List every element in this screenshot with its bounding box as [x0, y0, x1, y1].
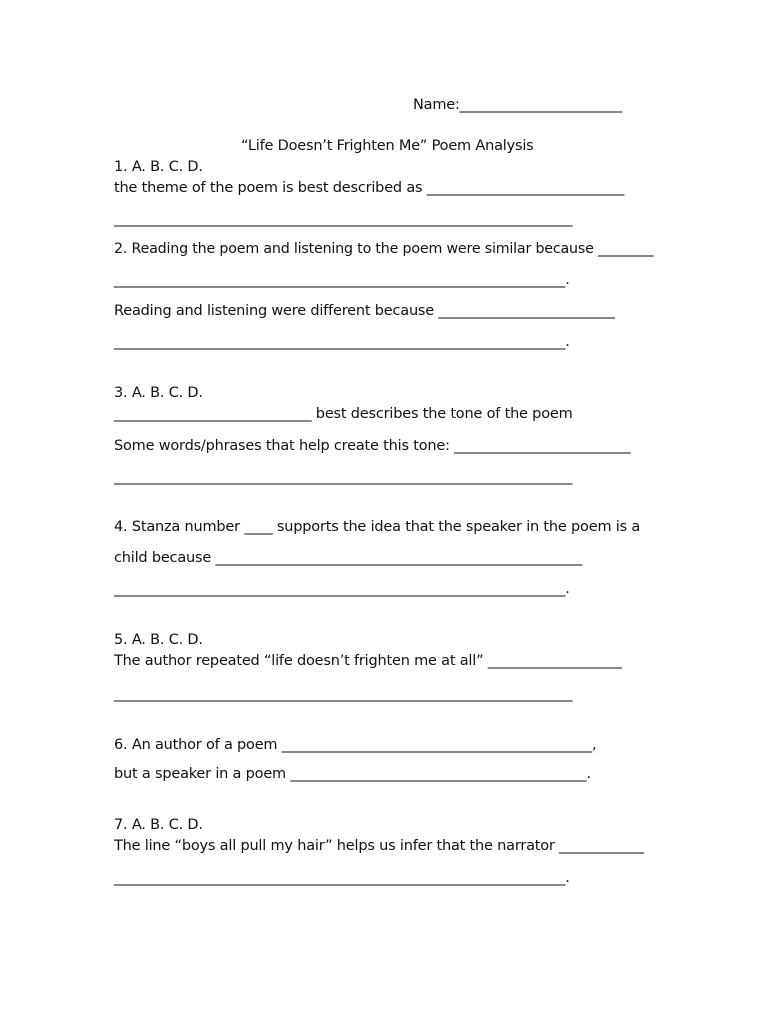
name-field: Name:_______________________	[413, 97, 622, 113]
q3-words-line: Some words/phrases that help create this tone: _________________________	[114, 438, 631, 454]
q1-answer-line: _________________________________________________________________	[114, 211, 573, 227]
q4-answer-line: ________________________________________________________________.	[114, 581, 570, 597]
q5-line: The author repeated “life doesn’t frighten me at all” ___________________	[114, 653, 622, 669]
q3-line: ____________________________ best describes the tone of the poem	[114, 406, 573, 422]
q7-choices: 7. A. B. C. D.	[114, 817, 203, 833]
q5-choices: 5. A. B. C. D.	[114, 632, 203, 648]
q2-answer-line: ________________________________________________________________.	[114, 272, 570, 288]
q3-answer-line: _________________________________________________________________	[114, 469, 573, 485]
q6-speaker-line: but a speaker in a poem __________________________________________.	[114, 766, 591, 782]
q1-line: the theme of the poem is best described as ____________________________	[114, 180, 625, 196]
q4-child-line: child because ____________________________________________________	[114, 550, 583, 566]
q3-choices: 3. A. B. C. D.	[114, 385, 203, 401]
q7-answer-line: ________________________________________________________________.	[114, 870, 570, 886]
worksheet-title: “Life Doesn’t Frighten Me” Poem Analysis	[241, 138, 534, 154]
q1-choices: 1. A. B. C. D.	[114, 159, 203, 175]
q4-line: 4. Stanza number ____ supports the idea that the speaker in the poem is a	[114, 519, 641, 535]
q2-different-line: Reading and listening were different because _________________________	[114, 303, 615, 319]
q5-answer-line: _________________________________________________________________	[114, 686, 573, 702]
q2-line: 2. Reading the poem and listening to the poem were similar because ________	[114, 241, 654, 257]
q2-different-answer-line: ________________________________________________________________.	[114, 334, 570, 350]
q6-line: 6. An author of a poem ____________________________________________,	[114, 737, 597, 753]
q7-line: The line “boys all pull my hair” helps us infer that the narrator ____________	[114, 838, 644, 854]
